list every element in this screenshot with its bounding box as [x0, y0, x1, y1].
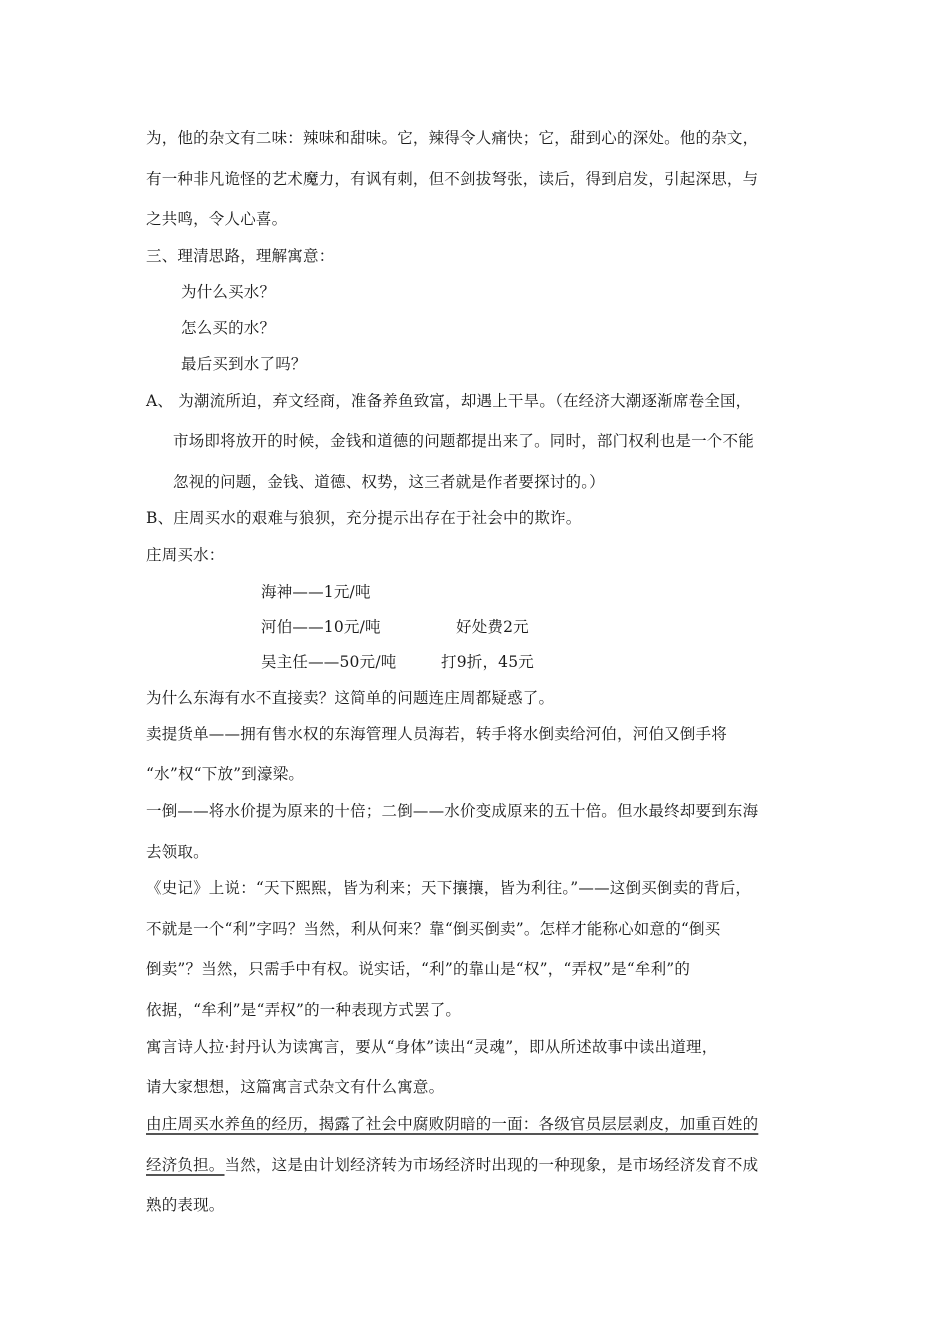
- point-a-line1: A、 为潮流所迫，弃文经商，准备养鱼致富，却遇上干旱。（在经济大潮逐渐席卷全国，: [146, 392, 752, 410]
- point-a-line2: 市场即将放开的时候，金钱和道德的问题都提出来了。同时，部门权利也是一个不能: [173, 432, 754, 450]
- conclusion-line2: [146, 1155, 758, 1175]
- para1-line1: 为，他的杂文有二味：辣味和甜味。它，辣得令人痛快；它，甜到心的深处。他的杂文，: [146, 129, 759, 147]
- conclusion-rest: 当然，这是由计划经济转为市场经济时出现的一种现象，是市场经济发育不成: [224, 1156, 759, 1174]
- conclusion-line3: 熟的表现。: [146, 1196, 225, 1214]
- sell-bill-line1: 卖提货单——拥有售水权的东海管理人员海若，转手将水倒卖给河伯，河伯又倒手将: [146, 725, 727, 743]
- price-item-note: 打9折，45元: [441, 653, 534, 671]
- question-east-sea: 为什么东海有水不直接卖？这简单的问题连庄周都疑惑了。: [146, 689, 555, 707]
- para1-line3: 之共鸣，令人心喜。: [146, 210, 288, 228]
- shiji-line2: 不就是一个“利”字吗？当然，利从何来？靠“倒买倒卖”。怎样才能称心如意的“倒买: [146, 920, 721, 938]
- para1-line2: 有一种非凡诡怪的艺术魔力，有讽有刺，但不剑拔弩张，读后，得到启发，引起深思，与: [146, 170, 759, 188]
- conclusion-line1: 由庄周买水养鱼的经历，揭露了社会中腐败阴暗的一面：各级官员层层剥皮，加重百姓的: [146, 1115, 759, 1133]
- question-item: 最后买到水了吗？: [181, 355, 307, 373]
- price-item-note: 好处费2元: [456, 618, 529, 636]
- fable-line1: 寓言诗人拉·封丹认为读寓言，要从“身体”读出“灵魂”，即从所述故事中读出道理，: [146, 1038, 718, 1056]
- point-a-line3: 忽视的问题，金钱、道德、权势，这三者就是作者要探讨的。）: [173, 473, 605, 491]
- buy-water-label: 庄周买水：: [146, 546, 225, 564]
- shiji-line3: 倒卖”？当然，只需手中有权。说实话，“利”的靠山是“权”，“弄权”是“牟利”的: [146, 960, 691, 978]
- price-item-who: 海神——1元/吨: [261, 583, 371, 601]
- question-item: 怎么买的水？: [181, 319, 276, 337]
- price-item-who: 河伯——10元/吨: [261, 618, 381, 636]
- sell-bill-line2: “水”权“下放”到濠梁。: [146, 765, 305, 783]
- fable-line2: 请大家想想，这篇寓言式杂文有什么寓意。: [146, 1078, 445, 1096]
- point-b: B、庄周买水的艰难与狼狈，充分提示出存在于社会中的欺诈。: [146, 509, 582, 527]
- conclusion-underlined: 经济负担。: [146, 1156, 225, 1174]
- resell-line1: 一倒——将水价提为原来的十倍；二倒——水价变成原来的五十倍。但水最终却要到东海: [146, 802, 759, 820]
- shiji-line4: 依据，“牟利”是“弄权”的一种表现方式罢了。: [146, 1001, 462, 1019]
- question-item: 为什么买水？: [181, 283, 276, 301]
- shiji-line1: 《史记》上说：“天下熙熙，皆为利来；天下攘攘，皆为利往。”——这倒买倒卖的背后，: [146, 879, 752, 897]
- price-item-who: 吴主任——50元/吨: [261, 653, 397, 671]
- resell-line2: 去领取。: [146, 843, 209, 861]
- section-heading: 三、理清思路，理解寓意：: [146, 247, 335, 265]
